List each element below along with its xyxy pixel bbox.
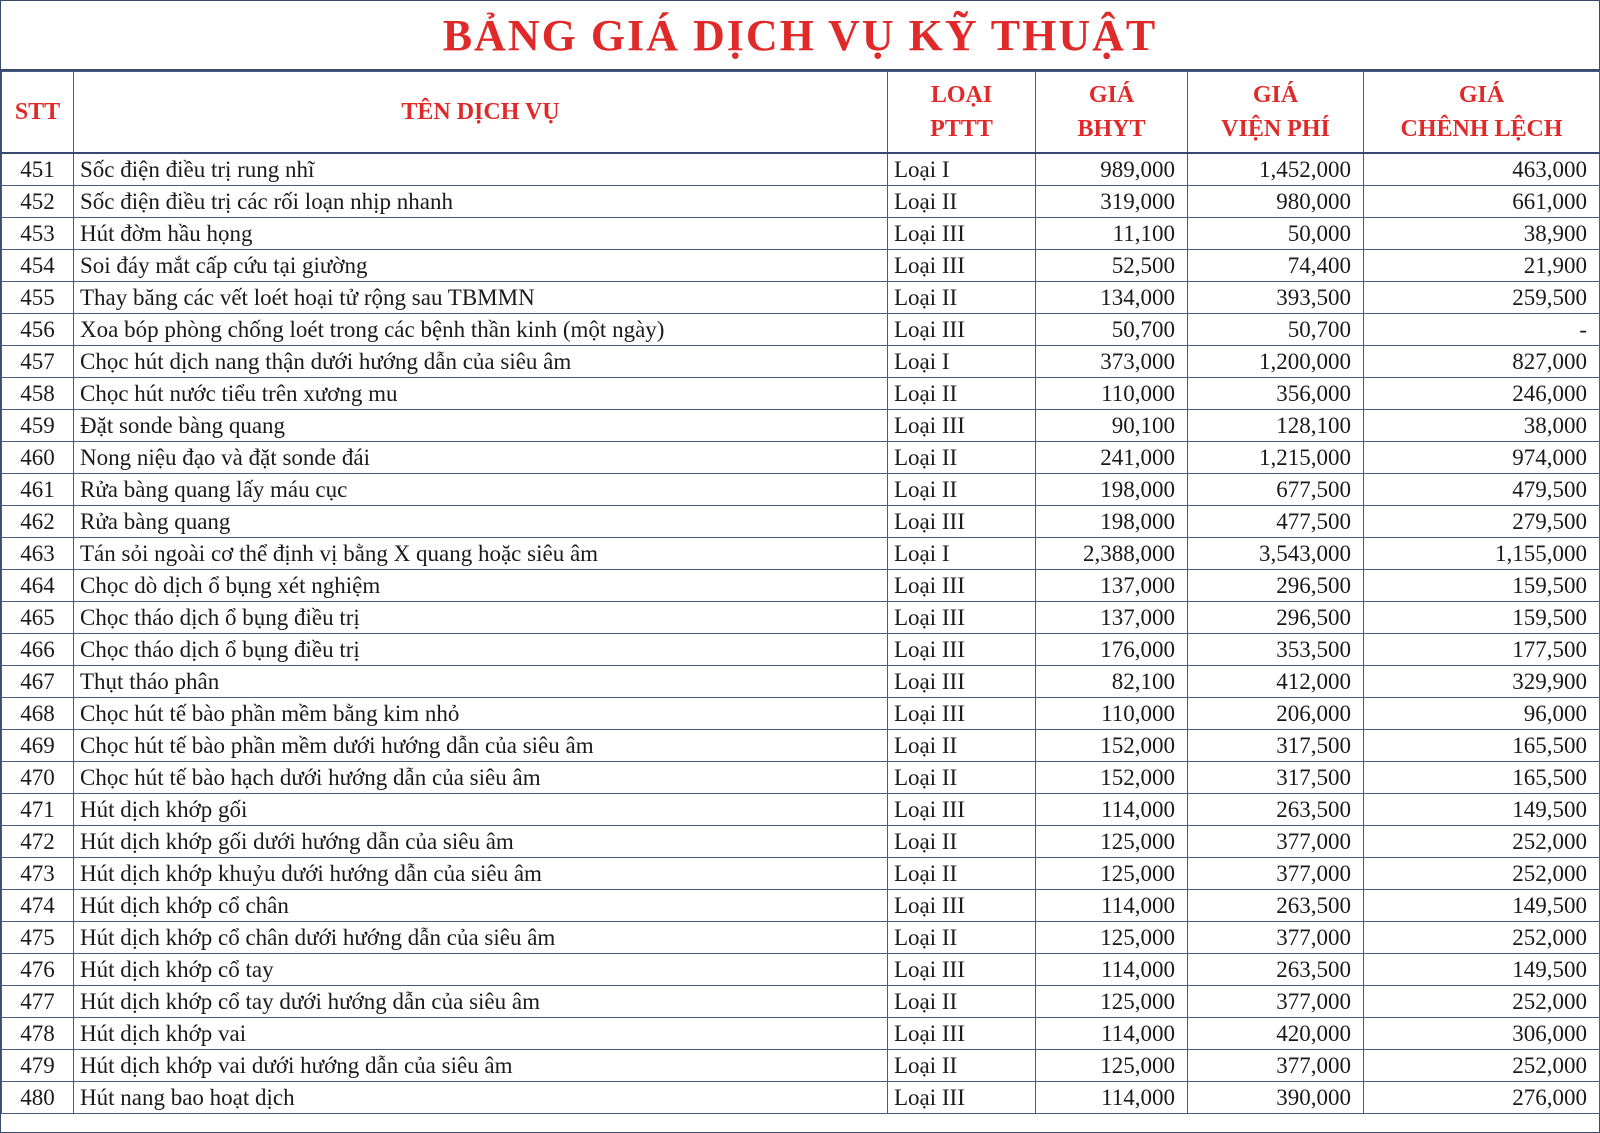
row-hospital-price: 390,000 xyxy=(1188,1082,1364,1114)
row-stt: 468 xyxy=(2,698,74,730)
row-bhyt-price: 241,000 xyxy=(1036,442,1188,474)
row-stt: 453 xyxy=(2,218,74,250)
row-hospital-price: 50,000 xyxy=(1188,218,1364,250)
row-bhyt-price: 2,388,000 xyxy=(1036,538,1188,570)
table-row xyxy=(2,378,1600,410)
row-stt: 467 xyxy=(2,666,74,698)
table-row xyxy=(2,538,1600,570)
row-difference-price: 246,000 xyxy=(1364,378,1600,410)
row-stt: 451 xyxy=(2,153,74,186)
row-type: Loại III xyxy=(888,890,1036,922)
row-service-name: Hút dịch khớp gối xyxy=(74,794,888,826)
table-row xyxy=(2,922,1600,954)
row-stt: 470 xyxy=(2,762,74,794)
row-hospital-price: 377,000 xyxy=(1188,986,1364,1018)
row-bhyt-price: 114,000 xyxy=(1036,794,1188,826)
table-row xyxy=(2,410,1600,442)
header-bhyt-price xyxy=(1036,72,1188,154)
row-hospital-price: 356,000 xyxy=(1188,378,1364,410)
row-service-name: Hút đờm hầu họng xyxy=(74,218,888,250)
row-type: Loại III xyxy=(888,250,1036,282)
row-service-name: Chọc hút tế bào phần mềm bằng kim nhỏ xyxy=(74,698,888,730)
row-type: Loại III xyxy=(888,666,1036,698)
table-row xyxy=(2,666,1600,698)
row-type: Loại I xyxy=(888,538,1036,570)
row-stt: 465 xyxy=(2,602,74,634)
row-bhyt-price: 90,100 xyxy=(1036,410,1188,442)
row-stt: 479 xyxy=(2,1050,74,1082)
table-row xyxy=(2,986,1600,1018)
row-stt: 461 xyxy=(2,474,74,506)
row-hospital-price: 263,500 xyxy=(1188,890,1364,922)
row-hospital-price: 317,500 xyxy=(1188,762,1364,794)
row-stt: 466 xyxy=(2,634,74,666)
table-body xyxy=(2,153,1600,1114)
table-row xyxy=(2,153,1600,186)
row-bhyt-price: 114,000 xyxy=(1036,890,1188,922)
row-bhyt-price: 125,000 xyxy=(1036,922,1188,954)
row-service-name: Chọc hút nước tiểu trên xương mu xyxy=(74,378,888,410)
row-type: Loại II xyxy=(888,1050,1036,1082)
header-cl-line1: GIÁ xyxy=(1458,82,1505,108)
header-bhyt-line1: GIÁ xyxy=(1088,82,1135,108)
row-bhyt-price: 137,000 xyxy=(1036,570,1188,602)
row-stt: 463 xyxy=(2,538,74,570)
row-stt: 462 xyxy=(2,506,74,538)
row-type: Loại III xyxy=(888,410,1036,442)
header-type-line1: LOẠI xyxy=(930,82,993,108)
row-type: Loại III xyxy=(888,602,1036,634)
header-service-name: TÊN DỊCH VỤ xyxy=(74,72,888,154)
row-bhyt-price: 989,000 xyxy=(1036,153,1188,186)
row-stt: 459 xyxy=(2,410,74,442)
table-row xyxy=(2,570,1600,602)
row-hospital-price: 263,500 xyxy=(1188,794,1364,826)
row-stt: 474 xyxy=(2,890,74,922)
header-bhyt-line2: BHYT xyxy=(1077,116,1146,142)
row-service-name: Hút dịch khớp vai xyxy=(74,1018,888,1050)
row-type: Loại III xyxy=(888,506,1036,538)
row-hospital-price: 1,215,000 xyxy=(1188,442,1364,474)
table-row xyxy=(2,762,1600,794)
row-difference-price: 306,000 xyxy=(1364,1018,1600,1050)
row-hospital-price: 296,500 xyxy=(1188,602,1364,634)
table-row xyxy=(2,1018,1600,1050)
row-stt: 457 xyxy=(2,346,74,378)
price-table xyxy=(1,71,1600,1114)
row-bhyt-price: 82,100 xyxy=(1036,666,1188,698)
row-bhyt-price: 125,000 xyxy=(1036,1050,1188,1082)
row-bhyt-price: 137,000 xyxy=(1036,602,1188,634)
row-difference-price: 252,000 xyxy=(1364,1050,1600,1082)
row-stt: 478 xyxy=(2,1018,74,1050)
row-stt: 477 xyxy=(2,986,74,1018)
row-bhyt-price: 134,000 xyxy=(1036,282,1188,314)
row-bhyt-price: 114,000 xyxy=(1036,954,1188,986)
row-service-name: Chọc hút dịch nang thận dưới hướng dẫn của siêu âm xyxy=(74,346,888,378)
table-row xyxy=(2,1050,1600,1082)
row-service-name: Hút dịch khớp vai dưới hướng dẫn của siêu âm xyxy=(74,1050,888,1082)
row-hospital-price: 377,000 xyxy=(1188,1050,1364,1082)
row-difference-price: 259,500 xyxy=(1364,282,1600,314)
table-row xyxy=(2,634,1600,666)
row-difference-price: 149,500 xyxy=(1364,794,1600,826)
table-row xyxy=(2,826,1600,858)
table-row xyxy=(2,474,1600,506)
row-stt: 480 xyxy=(2,1082,74,1114)
row-stt: 455 xyxy=(2,282,74,314)
row-difference-price: 149,500 xyxy=(1364,890,1600,922)
header-vp-line1: GIÁ xyxy=(1252,82,1299,108)
header-type xyxy=(888,72,1036,154)
row-difference-price: 21,900 xyxy=(1364,250,1600,282)
table-row xyxy=(2,442,1600,474)
row-difference-price: 661,000 xyxy=(1364,186,1600,218)
table-row xyxy=(2,506,1600,538)
table-row xyxy=(2,858,1600,890)
table-row xyxy=(2,250,1600,282)
row-stt: 469 xyxy=(2,730,74,762)
row-difference-price: 1,155,000 xyxy=(1364,538,1600,570)
row-type: Loại III xyxy=(888,634,1036,666)
row-stt: 456 xyxy=(2,314,74,346)
row-difference-price: 463,000 xyxy=(1364,153,1600,186)
row-service-name: Hút dịch khớp gối dưới hướng dẫn của siêu âm xyxy=(74,826,888,858)
row-type: Loại II xyxy=(888,282,1036,314)
row-bhyt-price: 110,000 xyxy=(1036,378,1188,410)
row-hospital-price: 412,000 xyxy=(1188,666,1364,698)
row-difference-price: 279,500 xyxy=(1364,506,1600,538)
row-hospital-price: 1,200,000 xyxy=(1188,346,1364,378)
row-service-name: Sốc điện điều trị các rối loạn nhịp nhanh xyxy=(74,186,888,218)
header-type-line2: PTTT xyxy=(930,116,993,142)
row-type: Loại III xyxy=(888,1082,1036,1114)
row-hospital-price: 420,000 xyxy=(1188,1018,1364,1050)
row-stt: 458 xyxy=(2,378,74,410)
row-service-name: Hút dịch khớp cổ tay xyxy=(74,954,888,986)
header-hospital-price xyxy=(1188,72,1364,154)
row-hospital-price: 1,452,000 xyxy=(1188,153,1364,186)
row-hospital-price: 393,500 xyxy=(1188,282,1364,314)
row-hospital-price: 353,500 xyxy=(1188,634,1364,666)
row-difference-price: 159,500 xyxy=(1364,570,1600,602)
row-stt: 475 xyxy=(2,922,74,954)
row-difference-price: 252,000 xyxy=(1364,826,1600,858)
row-service-name: Chọc dò dịch ổ bụng xét nghiệm xyxy=(74,570,888,602)
row-service-name: Hút dịch khớp cổ chân dưới hướng dẫn của siêu âm xyxy=(74,922,888,954)
table-row xyxy=(2,314,1600,346)
row-service-name: Chọc tháo dịch ổ bụng điều trị xyxy=(74,602,888,634)
row-difference-price: 165,500 xyxy=(1364,730,1600,762)
row-difference-price: 149,500 xyxy=(1364,954,1600,986)
row-type: Loại III xyxy=(888,698,1036,730)
row-service-name: Tán sỏi ngoài cơ thể định vị bằng X quang hoặc siêu âm xyxy=(74,538,888,570)
row-difference-price: 252,000 xyxy=(1364,922,1600,954)
row-type: Loại II xyxy=(888,442,1036,474)
row-hospital-price: 206,000 xyxy=(1188,698,1364,730)
row-type: Loại II xyxy=(888,826,1036,858)
row-stt: 472 xyxy=(2,826,74,858)
row-stt: 454 xyxy=(2,250,74,282)
row-bhyt-price: 125,000 xyxy=(1036,986,1188,1018)
table-row xyxy=(2,346,1600,378)
table-row xyxy=(2,602,1600,634)
row-bhyt-price: 373,000 xyxy=(1036,346,1188,378)
row-bhyt-price: 52,500 xyxy=(1036,250,1188,282)
row-hospital-price: 377,000 xyxy=(1188,858,1364,890)
row-difference-price: 38,900 xyxy=(1364,218,1600,250)
row-hospital-price: 980,000 xyxy=(1188,186,1364,218)
row-difference-price: 252,000 xyxy=(1364,858,1600,890)
row-difference-price: 329,900 xyxy=(1364,666,1600,698)
row-type: Loại II xyxy=(888,730,1036,762)
row-stt: 460 xyxy=(2,442,74,474)
row-difference-price: 38,000 xyxy=(1364,410,1600,442)
row-hospital-price: 377,000 xyxy=(1188,922,1364,954)
row-hospital-price: 50,700 xyxy=(1188,314,1364,346)
row-service-name: Thay băng các vết loét hoại tử rộng sau TBMMN xyxy=(74,282,888,314)
row-service-name: Hút dịch khớp cổ tay dưới hướng dẫn của siêu âm xyxy=(74,986,888,1018)
row-difference-price: 276,000 xyxy=(1364,1082,1600,1114)
row-hospital-price: 677,500 xyxy=(1188,474,1364,506)
row-difference-price: 165,500 xyxy=(1364,762,1600,794)
row-type: Loại III xyxy=(888,218,1036,250)
row-difference-price: 159,500 xyxy=(1364,602,1600,634)
row-stt: 471 xyxy=(2,794,74,826)
row-bhyt-price: 125,000 xyxy=(1036,858,1188,890)
row-service-name: Nong niệu đạo và đặt sonde đái xyxy=(74,442,888,474)
row-difference-price: 479,500 xyxy=(1364,474,1600,506)
row-bhyt-price: 114,000 xyxy=(1036,1082,1188,1114)
header-stt: STT xyxy=(2,72,74,154)
row-bhyt-price: 198,000 xyxy=(1036,474,1188,506)
row-hospital-price: 74,400 xyxy=(1188,250,1364,282)
table-row xyxy=(2,698,1600,730)
row-type: Loại II xyxy=(888,186,1036,218)
table-row xyxy=(2,954,1600,986)
row-type: Loại III xyxy=(888,794,1036,826)
table-header-row xyxy=(2,72,1600,154)
row-type: Loại III xyxy=(888,954,1036,986)
row-service-name: Xoa bóp phòng chống loét trong các bệnh thần kinh (một ngày) xyxy=(74,314,888,346)
row-difference-price: 177,500 xyxy=(1364,634,1600,666)
row-service-name: Chọc hút tế bào hạch dưới hướng dẫn của siêu âm xyxy=(74,762,888,794)
row-hospital-price: 3,543,000 xyxy=(1188,538,1364,570)
row-service-name: Đặt sonde bàng quang xyxy=(74,410,888,442)
row-type: Loại III xyxy=(888,570,1036,602)
row-service-name: Hút dịch khớp cổ chân xyxy=(74,890,888,922)
row-bhyt-price: 198,000 xyxy=(1036,506,1188,538)
row-type: Loại II xyxy=(888,762,1036,794)
row-service-name: Soi đáy mắt cấp cứu tại giường xyxy=(74,250,888,282)
row-stt: 452 xyxy=(2,186,74,218)
row-bhyt-price: 11,100 xyxy=(1036,218,1188,250)
row-hospital-price: 477,500 xyxy=(1188,506,1364,538)
table-row xyxy=(2,1082,1600,1114)
header-cl-line2: CHÊNH LỆCH xyxy=(1400,116,1563,142)
row-service-name: Chọc hút tế bào phần mềm dưới hướng dẫn của siêu âm xyxy=(74,730,888,762)
row-service-name: Hút dịch khớp khuỷu dưới hướng dẫn của siêu âm xyxy=(74,858,888,890)
row-hospital-price: 377,000 xyxy=(1188,826,1364,858)
row-service-name: Chọc tháo dịch ổ bụng điều trị xyxy=(74,634,888,666)
row-service-name: Thụt tháo phân xyxy=(74,666,888,698)
row-stt: 476 xyxy=(2,954,74,986)
row-difference-price: - xyxy=(1364,314,1600,346)
row-bhyt-price: 125,000 xyxy=(1036,826,1188,858)
table-row xyxy=(2,282,1600,314)
row-stt: 464 xyxy=(2,570,74,602)
row-hospital-price: 317,500 xyxy=(1188,730,1364,762)
row-type: Loại II xyxy=(888,378,1036,410)
header-difference-price xyxy=(1364,72,1600,154)
row-bhyt-price: 114,000 xyxy=(1036,1018,1188,1050)
row-hospital-price: 263,500 xyxy=(1188,954,1364,986)
row-difference-price: 96,000 xyxy=(1364,698,1600,730)
row-type: Loại I xyxy=(888,153,1036,186)
row-difference-price: 252,000 xyxy=(1364,986,1600,1018)
row-bhyt-price: 152,000 xyxy=(1036,730,1188,762)
table-row xyxy=(2,218,1600,250)
row-bhyt-price: 110,000 xyxy=(1036,698,1188,730)
header-vp-line2: VIỆN PHÍ xyxy=(1221,116,1330,142)
table-row xyxy=(2,186,1600,218)
row-bhyt-price: 176,000 xyxy=(1036,634,1188,666)
row-bhyt-price: 152,000 xyxy=(1036,762,1188,794)
title-bar xyxy=(1,1,1599,71)
row-service-name: Hút nang bao hoạt dịch xyxy=(74,1082,888,1114)
row-type: Loại II xyxy=(888,858,1036,890)
row-bhyt-price: 319,000 xyxy=(1036,186,1188,218)
row-service-name: Rửa bàng quang xyxy=(74,506,888,538)
row-type: Loại III xyxy=(888,1018,1036,1050)
page-title: BẢNG GIÁ DỊCH VỤ KỸ THUẬT xyxy=(442,10,1158,60)
table-row xyxy=(2,890,1600,922)
table-row xyxy=(2,794,1600,826)
row-type: Loại II xyxy=(888,474,1036,506)
row-difference-price: 974,000 xyxy=(1364,442,1600,474)
table-row xyxy=(2,730,1600,762)
row-difference-price: 827,000 xyxy=(1364,346,1600,378)
row-service-name: Sốc điện điều trị rung nhĩ xyxy=(74,153,888,186)
row-type: Loại I xyxy=(888,346,1036,378)
row-bhyt-price: 50,700 xyxy=(1036,314,1188,346)
row-type: Loại II xyxy=(888,922,1036,954)
row-type: Loại III xyxy=(888,314,1036,346)
row-service-name: Rửa bàng quang lấy máu cục xyxy=(74,474,888,506)
row-hospital-price: 296,500 xyxy=(1188,570,1364,602)
row-type: Loại II xyxy=(888,986,1036,1018)
row-hospital-price: 128,100 xyxy=(1188,410,1364,442)
row-stt: 473 xyxy=(2,858,74,890)
